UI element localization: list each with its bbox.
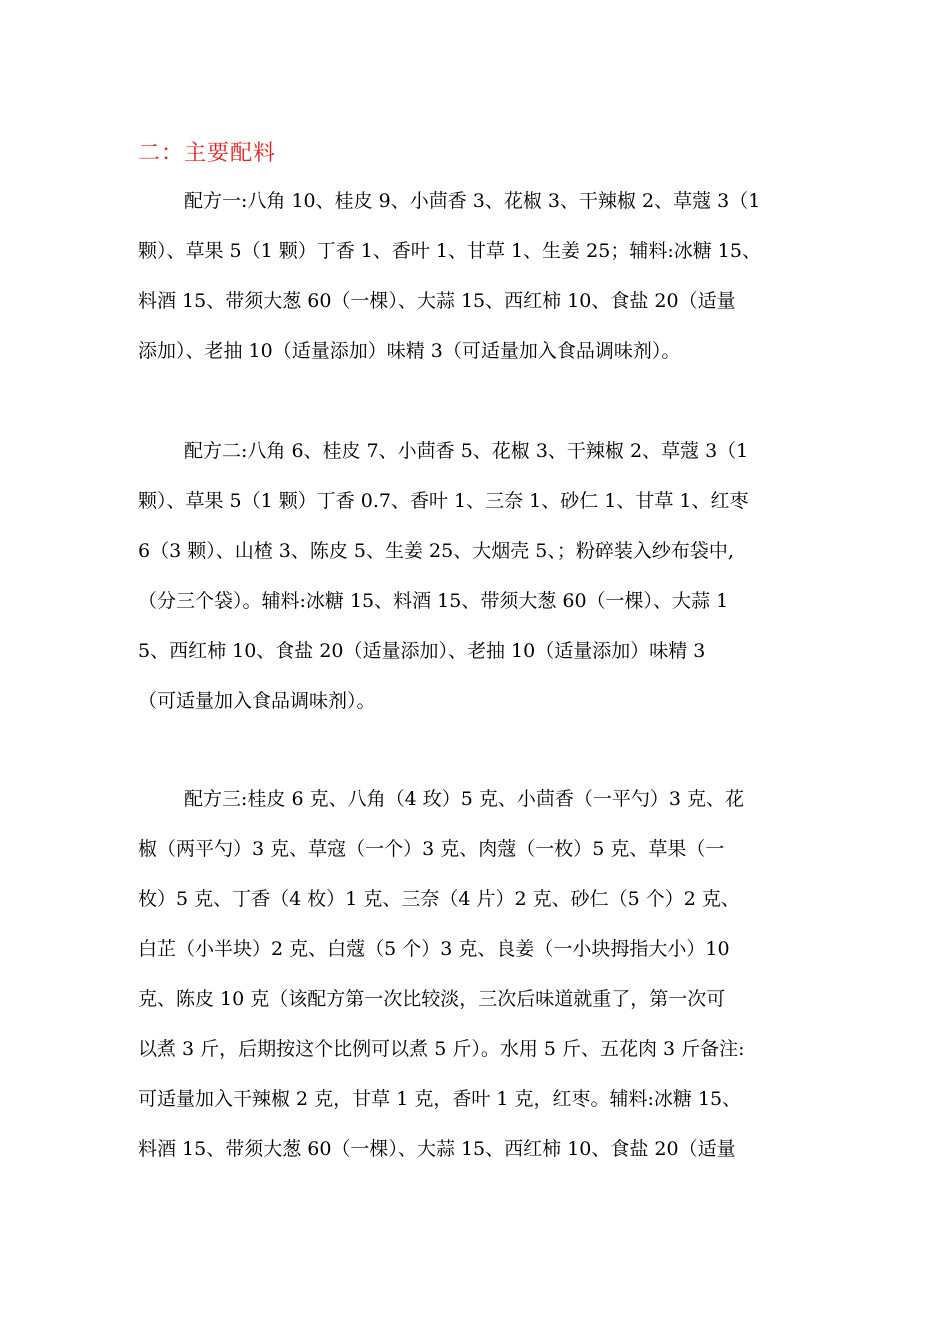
formula-1-line: 配方一:八角 10、桂皮 9、小茴香 3、花椒 3、干辣椒 2、草蔻 3（1 <box>184 190 761 212</box>
formula-2-line: （可适量加入食品调味剂）。 <box>138 690 376 712</box>
formula-3-line: 料酒 15、带须大葱 60（一棵）、大蒜 15、西红柿 10、食盐 20（适量 <box>138 1138 736 1160</box>
formula-3-line: 配方三:桂皮 6 克、八角（4 玫）5 克、小茴香（一平勺）3 克、花 <box>184 788 744 810</box>
section-heading: 二：主要配料 <box>138 141 277 166</box>
formula-3-line: 以煮 3 斤，后期按这个比例可以煮 5 斤）。水用 5 斤、五花肉 3 斤备注: <box>138 1038 745 1060</box>
formula-3-line: 可适量加入干辣椒 2 克，甘草 1 克，香叶 1 克，红枣。辅料:冰糖 15、 <box>138 1088 742 1110</box>
formula-2-line: （分三个袋）。辅料:冰糖 15、料酒 15、带须大葱 60（一棵）、大蒜 1 <box>138 590 729 612</box>
formula-1-line: 颗）、草果 5（1 颗）丁香 1、香叶 1、甘草 1、生姜 25；辅料:冰糖 15、 <box>138 240 761 262</box>
formula-2-line: 配方二:八角 6、桂皮 7、小茴香 5、花椒 3、干辣椒 2、草蔻 3（1 <box>184 440 749 462</box>
formula-1-line: 料酒 15、带须大葱 60（一棵）、大蒜 15、西红柿 10、食盐 20（适量 <box>138 290 736 312</box>
formula-2-line: 颗）、草果 5（1 颗）丁香 0.7、香叶 1、三奈 1、砂仁 1、甘草 1、红枣 <box>138 490 749 512</box>
formula-3-line: 枚）5 克、丁香（4 枚）1 克、三奈（4 片）2 克、砂仁（5 个）2 克、 <box>138 888 740 910</box>
formula-2-line: 5、西红柿 10、食盐 20（适量添加）、老抽 10（适量添加）味精 3 <box>138 640 706 662</box>
formula-2-line: 6（3 颗）、山楂 3、陈皮 5、生姜 25、大烟壳 5、；粉碎装入纱布袋中, <box>138 540 734 562</box>
formula-3-line: 椒（两平勺）3 克、草寇（一个）3 克、肉蔻（一枚）5 克、草果（一 <box>138 838 725 860</box>
formula-3-line: 克、陈皮 10 克（该配方第一次比较淡，三次后味道就重了，第一次可 <box>138 988 726 1010</box>
formula-1-line: 添加）、老抽 10（适量添加）味精 3（可适量加入食品调味剂）。 <box>138 340 681 362</box>
formula-3-line: 白芷（小半块）2 克、白蔻（5 个）3 克、良姜（一小块拇指大小）10 <box>138 938 730 960</box>
